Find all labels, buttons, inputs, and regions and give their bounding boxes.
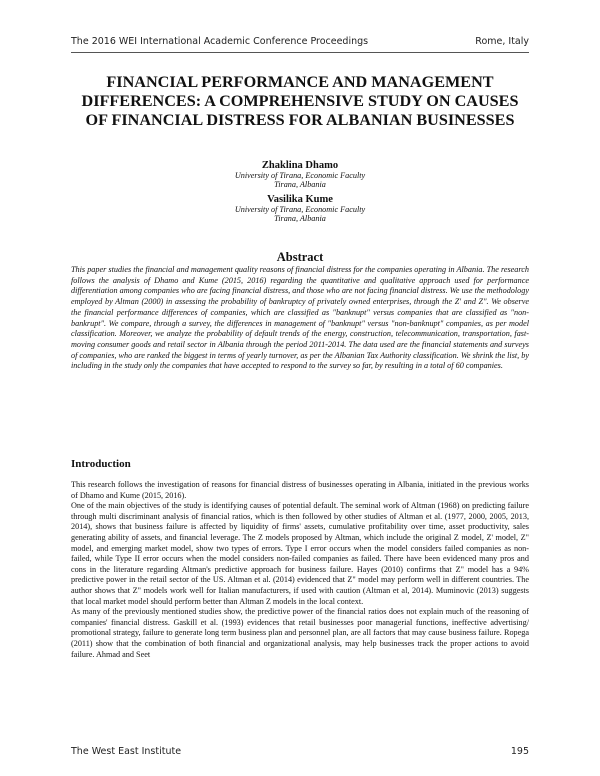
author-name: Vasilika Kume xyxy=(267,194,333,205)
author-block-1 xyxy=(0,160,600,189)
abstract-heading: Abstract xyxy=(276,250,324,264)
author-location: Tirana, Albania xyxy=(274,180,326,189)
running-header xyxy=(71,36,529,47)
author-name: Zhaklina Dhamo xyxy=(261,160,339,171)
author-affiliation: University of Tirana, Economic Faculty xyxy=(234,171,366,180)
introduction-body xyxy=(71,480,529,660)
author-affiliation: University of Tirana, Economic Faculty xyxy=(234,205,366,214)
body-paragraph: As many of the previously mentioned studies show, the predictive power of the financial ratios does not explain much of the reasoning of companies' financial distress. Gaskill et al. (1993) evidences that retail businesses poor managerial functions, ineffective advertising/ promotional strategy, failure to generate long term business plan and personnel plan, are all factors that may cause business failure. Ropega (2011) show that the combination of both financial and organizational analysis, may help businesses track the proper actions to avoid failure. Ahmad and Seet xyxy=(71,607,529,659)
body-paragraph: This research follows the investigation of reasons for financial distress of businesses operating in Albania, initiated in the previous works of Dhamo and Kume (2015, 2016). xyxy=(71,480,529,500)
page-number: 195 xyxy=(510,746,529,757)
introduction-heading: Introduction xyxy=(71,458,131,470)
running-footer xyxy=(71,746,529,757)
author-block-2 xyxy=(0,194,600,223)
body-paragraph: One of the main objectives of the study is identifying causes of potential default. The seminal work of Altman (1968) on predicting failure through multi discriminant analysis of financial ratios, which is then followed by other studies of Altman et al. (1977, 2000, 2005, 2013, 2014), shows that business failure is affected by liquidity of firms' assets, cumulative profitability over time, asset productivity, sales generating ability of assets, and financial leverage. The Z models proposed by Altman, which include the original Z model, Z' model, Z" model, and emerging market model, show two types of errors. Type I error occurs when the model considers failed companies as non-failed, while Type II error occurs when the model considers non-failed companies as failed. There have been evidenced many pros and cons in the literature regarding Altman's predictive approach for business failure. Hayes (2010) confirms that Z" model has a 94% predictive power in the retail sector of the US. Altman et al. (2014) evidenced that Z" model may perform well in different countries. The author shows that Z" models work well for Italian manufacturers, if used with caution (Altman et al, 2014). Muminovic (2013) suggests that local market model should perform better than Altman Z models in the local context. xyxy=(71,501,529,606)
header-rule xyxy=(71,52,529,53)
header-location: Rome, Italy xyxy=(475,36,529,47)
paper-title: FINANCIAL PERFORMANCE AND MANAGEMENT DIFFERENCES: A COMPREHENSIVE STUDY ON CAUSES OF FINANCIAL DISTRESS FOR ALBANIAN BUSINESSES xyxy=(81,73,519,129)
author-location: Tirana, Albania xyxy=(274,214,326,223)
abstract-text: This paper studies the financial and management quality reasons of financial distress for the companies operating in Albania. The research follows the analysis of Dhamo and Kume (2015, 2016) regarding the quantitative and qualitative approach used for performance differentiation among companies who are facing financial distress, and those who are not facing financial distress. We use the methodology employed by Altman (2000) in assessing the probability of bankruptcy of privately owned enterprises, through the Z' and Z". We observe the financial performance differences of companies, which are classified as "banknupt" versus companies that are classified as "non-bankrupt". We compare, through a survey, the differences in management of "banknupt" versus "non-banknupt" companies, as per model classification. Moreover, we analyze the probability of default trends of the energy, construction, telecommunication, transportation, fast-moving consumer goods and retail sector in Albania through the period 2011-2014. The data used are the financial statements and surveys of companies, who are ranked the biggest in terms of yearly turnover, as per the Albanian Tax Authority classification. We shrink the list, by including in the study only the companies that have accepted to respond to the survey so far, by resulting in a total of 60 companies. xyxy=(71,265,529,371)
footer-institute: The West East Institute xyxy=(71,746,182,757)
header-conference-title: The 2016 WEI International Academic Conference Proceedings xyxy=(71,36,369,47)
